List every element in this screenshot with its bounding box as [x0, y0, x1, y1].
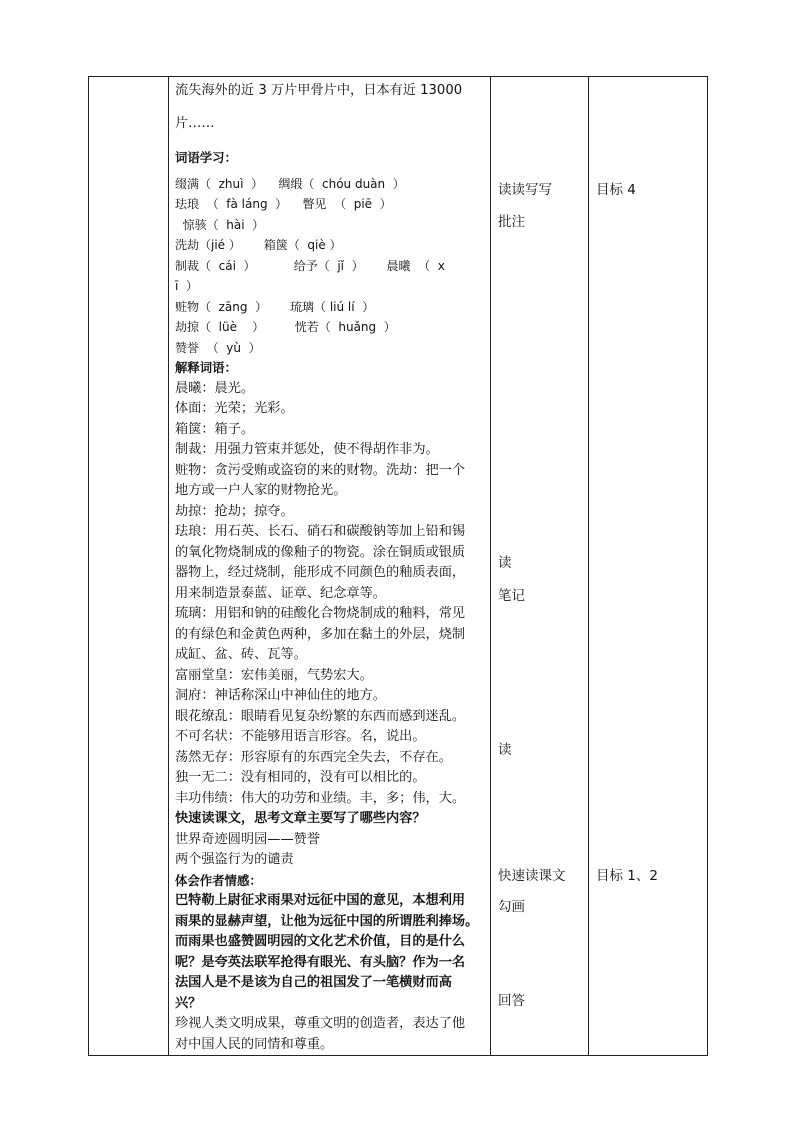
definition-line: 丰功伟绩：伟大的功劳和业绩。丰，多；伟，大。: [175, 790, 466, 806]
definition-line: 劫掠：抢劫；掠夺。: [175, 503, 294, 519]
definition-line: 的有绿色和金黄色两种，多加在黏土的外层，烧制: [175, 626, 466, 642]
content-cell: [169, 77, 491, 1056]
feelings-answer-line: 对中国人民的同情和尊重。: [175, 1036, 334, 1052]
definition-line: 体面：光荣；光彩。: [175, 401, 294, 416]
definition-line: 珐琅：用石英、长石、硝石和碳酸钠等加上铅和锡: [175, 524, 466, 539]
blank-column-cell: [89, 77, 169, 1056]
vocab-row: 赃物（ zāng ） 琉璃（ liú lí ）: [175, 299, 375, 314]
definition-line: 赃物：贪污受贿或盗窃的来的财物。洗劫：把一个: [175, 462, 466, 478]
intro-line: 流失海外的近 3 万片甲骨片中，日本有近 13000: [175, 83, 463, 98]
definition-line: 富丽堂皇：宏伟美丽，气势宏大。: [175, 667, 373, 683]
definition-line: 琉璃：用铝和钠的硅酸化合物烧制成的釉料，常见: [175, 606, 466, 621]
feelings-question-line: 呢？是夸英法联军抢得有眼光、有头脑？作为一名: [175, 954, 466, 970]
definition-line: 箱箧：箱子。: [175, 421, 255, 437]
quick-read-answer: 世界奇迹圆明园——赞誉: [175, 831, 321, 847]
activity-label: 读: [498, 742, 512, 758]
goal-label: 目标 4: [596, 182, 636, 198]
activity-label: 读: [498, 555, 512, 571]
definition-line: 晨曦：晨光。: [175, 380, 255, 396]
activity-label: 勾画: [498, 899, 525, 915]
vocab-row: 劫掠（ lüè ） 恍若（ huǎng ）: [175, 320, 396, 334]
vocab-row: ī ）: [175, 279, 198, 293]
definition-line: 的氧化物烧制成的像釉子的物瓷。涂在铜质或银质: [175, 544, 466, 560]
feelings-question-line: 巴特勒上尉征求雨果对远征中国的意见，本想利用: [175, 893, 466, 908]
vocab-heading: 词语学习：: [175, 150, 237, 165]
lesson-plan-table: [88, 76, 708, 1056]
table-row: [89, 77, 708, 1056]
activity-label: 回答: [498, 993, 525, 1009]
definition-line: 独一无二：没有相同的，没有可以相比的。: [175, 770, 426, 785]
feelings-heading: 体会作者情感：: [175, 872, 262, 888]
goal-label: 目标 1、2: [596, 868, 658, 884]
activity-label: 读读写写: [498, 182, 552, 198]
intro-line: 片……: [175, 115, 215, 131]
vocab-row: 珐琅 （ fà láng ） 瞥见 （ piē ）: [175, 197, 392, 211]
definition-line: 荡然无存：形容原有的东西完全失去，不存在。: [175, 749, 452, 765]
feelings-question-line: 兴？: [175, 995, 202, 1011]
activity-cell: [491, 77, 589, 1056]
definition-line: 成缸、盆、砖、瓦等。: [175, 647, 307, 662]
activity-label: 快速读课文: [498, 868, 566, 884]
activity-label: 笔记: [498, 588, 525, 604]
quick-read-question: 快速读课文，思考文章主要写了哪些内容？: [175, 811, 426, 826]
definition-line: 器物上，经过烧制，能形成不同颜色的釉质表面，: [175, 565, 466, 580]
quick-read-answer: 两个强盗行为的谴责: [175, 852, 294, 867]
definition-line: 用来制造景泰蓝、证章、纪念章等。: [175, 585, 386, 601]
vocab-row: 缀满（ zhuì ） 绸缎（ chóu duàn ）: [175, 176, 405, 191]
definition-line: 眼花缭乱：眼睛看见复杂纷繁的东西而感到迷乱。: [175, 708, 466, 724]
feelings-question-line: 雨果的显赫声望，让他为远征中国的所谓胜利捧场。: [175, 913, 479, 929]
feelings-question-line: 而雨果也盛赞圆明园的文化艺术价值，目的是什么: [175, 934, 466, 949]
feelings-question-line: 法国人是不是该为自己的祖国发了一笔横财而高: [175, 975, 452, 990]
vocab-row: 制裁（ cái ） 给予（ jǐ ） 晨曦 （ x: [175, 258, 445, 273]
definition-line: 地方或一户人家的财物抢光。: [175, 483, 347, 498]
definition-line: 不可名状：不能够用语言形容。名，说出。: [175, 729, 426, 744]
vocab-row: 惊骇（ hài ）: [175, 217, 265, 232]
definition-line: 制裁：用强力管束并惩处，使不得胡作非为。: [175, 442, 439, 457]
vocab-row: 赞誉 （ yù ）: [175, 340, 261, 355]
vocab-row: 洗劫（jié ） 箱箧（ qiè ）: [175, 238, 342, 252]
definition-line: 洞府：神话称深山中神仙住的地方。: [175, 688, 386, 703]
goal-cell: [589, 77, 708, 1056]
activity-label: 批注: [498, 214, 525, 230]
definitions-heading: 解释词语：: [175, 360, 237, 375]
feelings-answer-line: 珍视人类文明成果，尊重文明的创造者，表达了他: [175, 1016, 466, 1031]
